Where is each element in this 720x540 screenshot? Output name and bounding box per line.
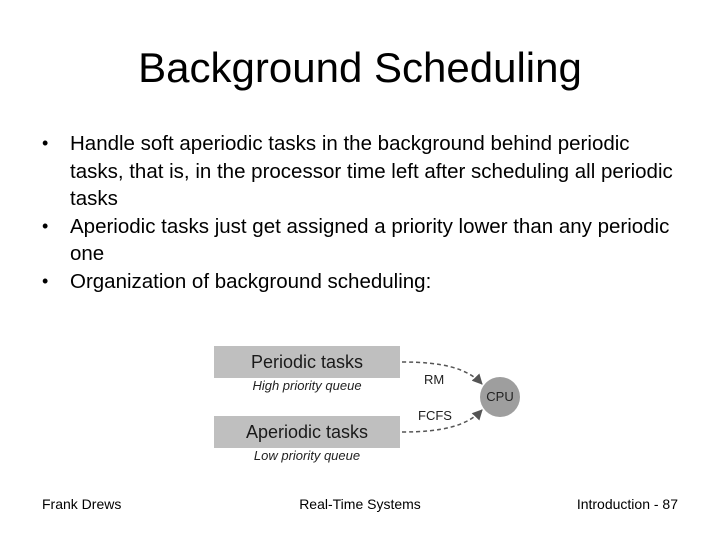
bullet-text: Organization of background scheduling:	[70, 269, 432, 293]
rm-edge-label: RM	[424, 372, 445, 387]
scheduling-diagram	[212, 344, 522, 469]
bullet-marker: •	[42, 215, 49, 236]
bullet-item	[40, 213, 680, 268]
slide-title: Background Scheduling	[138, 44, 582, 91]
footer-author: Frank Drews	[42, 496, 122, 512]
bullet-marker: •	[42, 270, 49, 291]
footer-page: Introduction - 87	[576, 496, 678, 512]
aperiodic-queue-sublabel: Low priority queue	[253, 448, 361, 463]
cpu-node: CPU	[480, 377, 520, 417]
periodic-queue-box: Periodic tasks	[214, 346, 400, 378]
bullet-text: Aperiodic tasks just get assigned a priority lower than any periodic one	[70, 214, 670, 265]
periodic-queue-sublabel: High priority queue	[252, 378, 362, 393]
bullet-item	[40, 130, 680, 213]
bullet-marker: •	[42, 133, 49, 153]
fcfs-edge-label: FCFS	[418, 408, 452, 423]
bullet-text: Handle soft aperiodic tasks in the background behind periodic tasks, that is, in the processor time left after scheduling all periodic tasks	[70, 132, 673, 210]
bullet-list	[40, 130, 680, 295]
aperiodic-queue-box: Aperiodic tasks	[214, 416, 400, 448]
footer-course: Real-Time Systems	[299, 496, 421, 512]
bullet-item	[40, 268, 680, 296]
